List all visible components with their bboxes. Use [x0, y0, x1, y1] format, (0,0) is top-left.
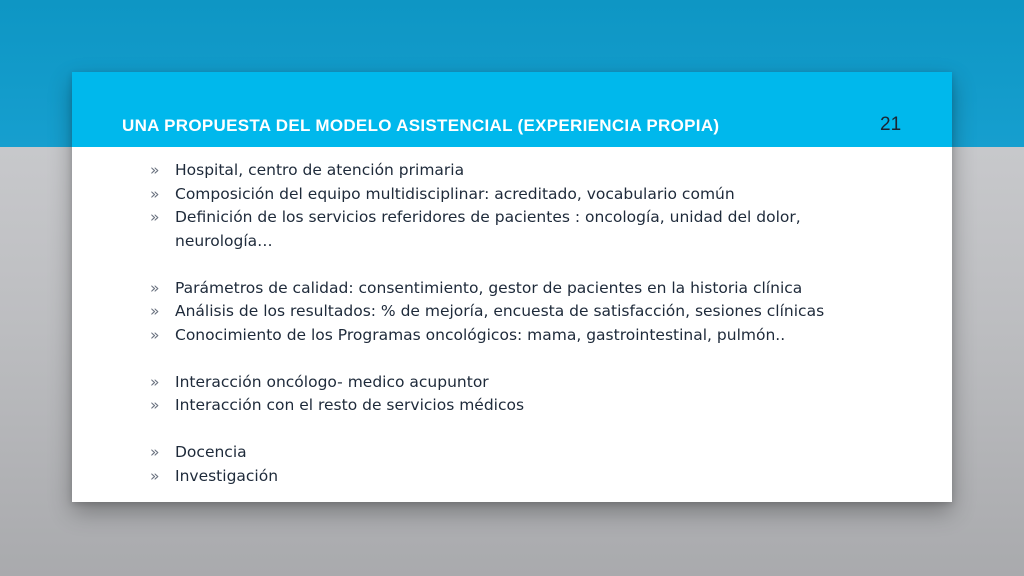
- list-item: [150, 300, 890, 324]
- bullet-marker: »: [150, 302, 160, 320]
- list-item-text: Parámetros de calidad: consentimiento, gestor de pacientes en la historia clínica: [175, 278, 803, 297]
- list-item: [150, 206, 890, 253]
- bullet-marker: »: [150, 372, 160, 391]
- list-item-text: Docencia: [175, 443, 247, 461]
- list-item-text: Composición del equipo multidisciplinar: acreditado, vocabulario común: [175, 184, 735, 203]
- slide-card: [72, 72, 952, 502]
- list-item: [150, 394, 890, 418]
- slide-header: [72, 72, 952, 147]
- bullet-list: [150, 159, 890, 488]
- bullet-marker: »: [150, 184, 160, 203]
- bullet-marker: »: [150, 396, 160, 414]
- page-number: 21: [880, 114, 902, 135]
- list-item-text: Hospital, centro de atención primaria: [175, 161, 465, 179]
- list-item: [150, 183, 890, 207]
- list-item-text: Conocimiento de los Programas oncológicos: mama, gastrointestinal, pulmón..: [175, 325, 786, 344]
- list-item: [150, 441, 890, 465]
- list-item: [150, 277, 890, 301]
- list-item: [150, 371, 890, 395]
- bullet-marker: »: [150, 325, 160, 344]
- list-item-text: Interacción con el resto de servicios médicos: [175, 396, 525, 414]
- list-item-text: Interacción oncólogo- medico acupuntor: [175, 372, 489, 391]
- bullet-marker: »: [150, 466, 160, 485]
- slide-title: UNA PROPUESTA DEL MODELO ASISTENCIAL (EXPERIENCIA PROPIA): [122, 116, 720, 135]
- list-item-text: Investigación: [175, 466, 279, 485]
- list-item-text: Análisis de los resultados: % de mejoría, encuesta de satisfacción, sesiones clínicas: [175, 302, 825, 320]
- list-item-text: Definición de los servicios referidores de pacientes : oncología, unidad del dolor, neurología…: [175, 208, 801, 250]
- bullet-marker: »: [150, 161, 160, 179]
- bullet-marker: »: [150, 208, 160, 226]
- list-item: [150, 465, 890, 489]
- list-item: [150, 324, 890, 348]
- bullet-marker: »: [150, 278, 160, 297]
- list-item: [150, 159, 890, 183]
- bullet-marker: »: [150, 443, 160, 461]
